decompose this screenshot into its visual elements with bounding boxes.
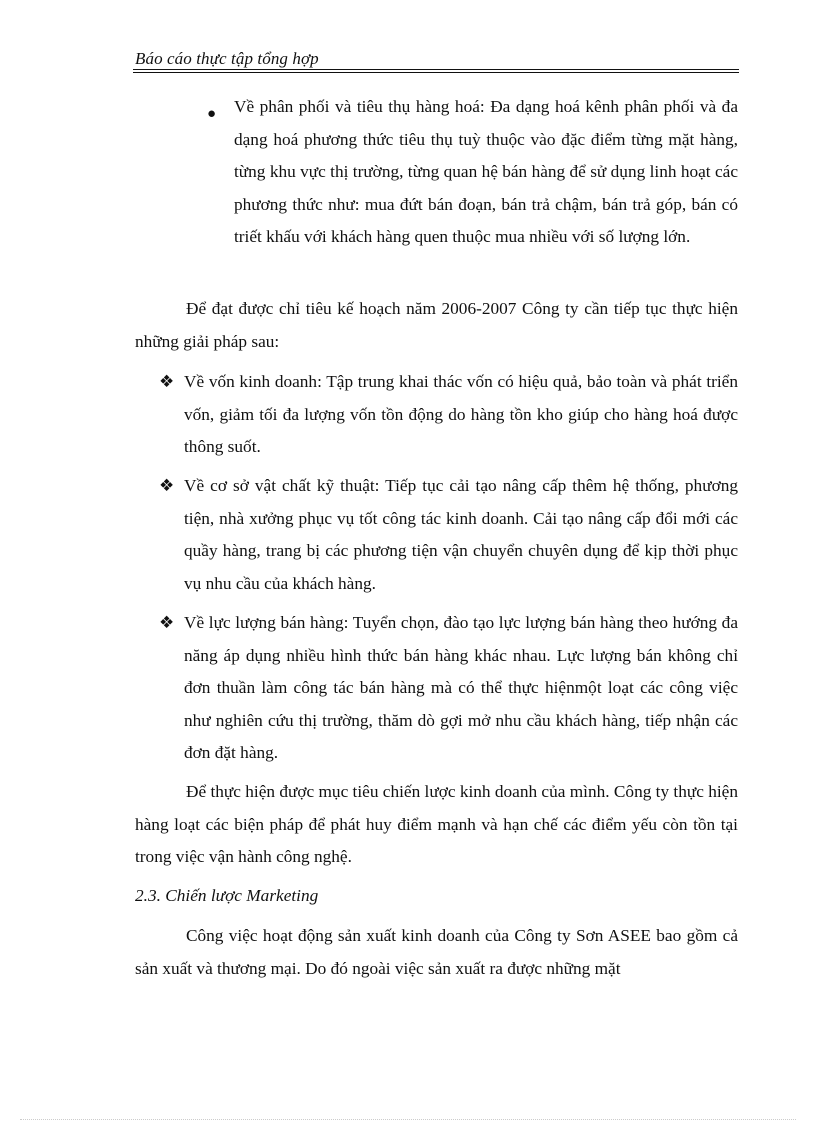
list-item: Về vốn kinh doanh: Tập trung khai thác vốn có hiệu quả, bảo toàn và phát triển vốn, giảm tối đa lượng vốn tồn động do hàng tồn kho giúp cho hàng hoá được thông suốt.	[184, 372, 738, 456]
header-title: Báo cáo thực tập tổng hợp	[135, 49, 319, 68]
closing-paragraph: Để thực hiện được mục tiêu chiến lược kinh doanh của mình. Công ty thực hiện hàng loạt các biện pháp để phát huy điểm mạnh và hạn chế các điểm yếu còn tồn tại trong việc vận hành công nghệ.	[135, 782, 738, 866]
section-paragraph: Công việc hoạt động sản xuất kinh doanh của Công ty Sơn ASEE bao gồm cả sản xuất và thương mại. Do đó ngoài việc sản xuất ra được những mặt	[135, 926, 738, 978]
list-item: Về phân phối và tiêu thụ hàng hoá: Đa dạng hoá kênh phân phối và đa dạng hoá phương thức tiêu thụ tuỳ thuộc vào đặc điểm từng mặt hàng, từng khu vực thị trường, từng quan hệ bán hàng để sử dụng linh hoạt các phương thức như: mua đứt bán đoạn, bán trả chậm, bán trả góp, bán có triết khấu với khách hàng quen thuộc mua nhiều với số lượng lớn.	[234, 97, 738, 246]
section-heading: 2.3. Chiến lược Marketing	[135, 886, 319, 905]
bullet-dot-icon: ●	[207, 106, 217, 122]
header-divider-top	[133, 69, 739, 70]
diamond-bullet-icon: ❖	[159, 613, 175, 633]
diamond-bullet-icon: ❖	[159, 476, 175, 496]
intro-paragraph: Để đạt được chỉ tiêu kế hoạch năm 2006-2007 Công ty cần tiếp tục thực hiện những giải pháp sau:	[135, 299, 738, 351]
list-item: Về lực lượng bán hàng: Tuyển chọn, đào tạo lực lượng bán hàng theo hướng đa năng áp dụng nhiều hình thức bán hàng khác nhau. Lực lượng bán không chỉ đơn thuần làm công tác bán hàng mà có thể thực hiệnmột loạt các công việc như nghiên cứu thị trường, thăm dò gợi mở nhu cầu khách hàng, tiếp nhận các đơn đặt hàng.	[184, 613, 738, 762]
header-divider-bottom	[133, 72, 739, 73]
list-item: Về cơ sở vật chất kỹ thuật: Tiếp tục cải tạo nâng cấp thêm hệ thống, phương tiện, nhà xưởng phục vụ tốt công tác kinh doanh. Cải tạo nâng cấp đổi mới các quầy hàng, trang bị các phương tiện vận chuyển chuyên dụng để kịp thời phục vụ nhu cầu của khách hàng.	[184, 476, 738, 593]
diamond-bullet-icon: ❖	[159, 372, 175, 392]
footer-divider	[20, 1119, 796, 1120]
